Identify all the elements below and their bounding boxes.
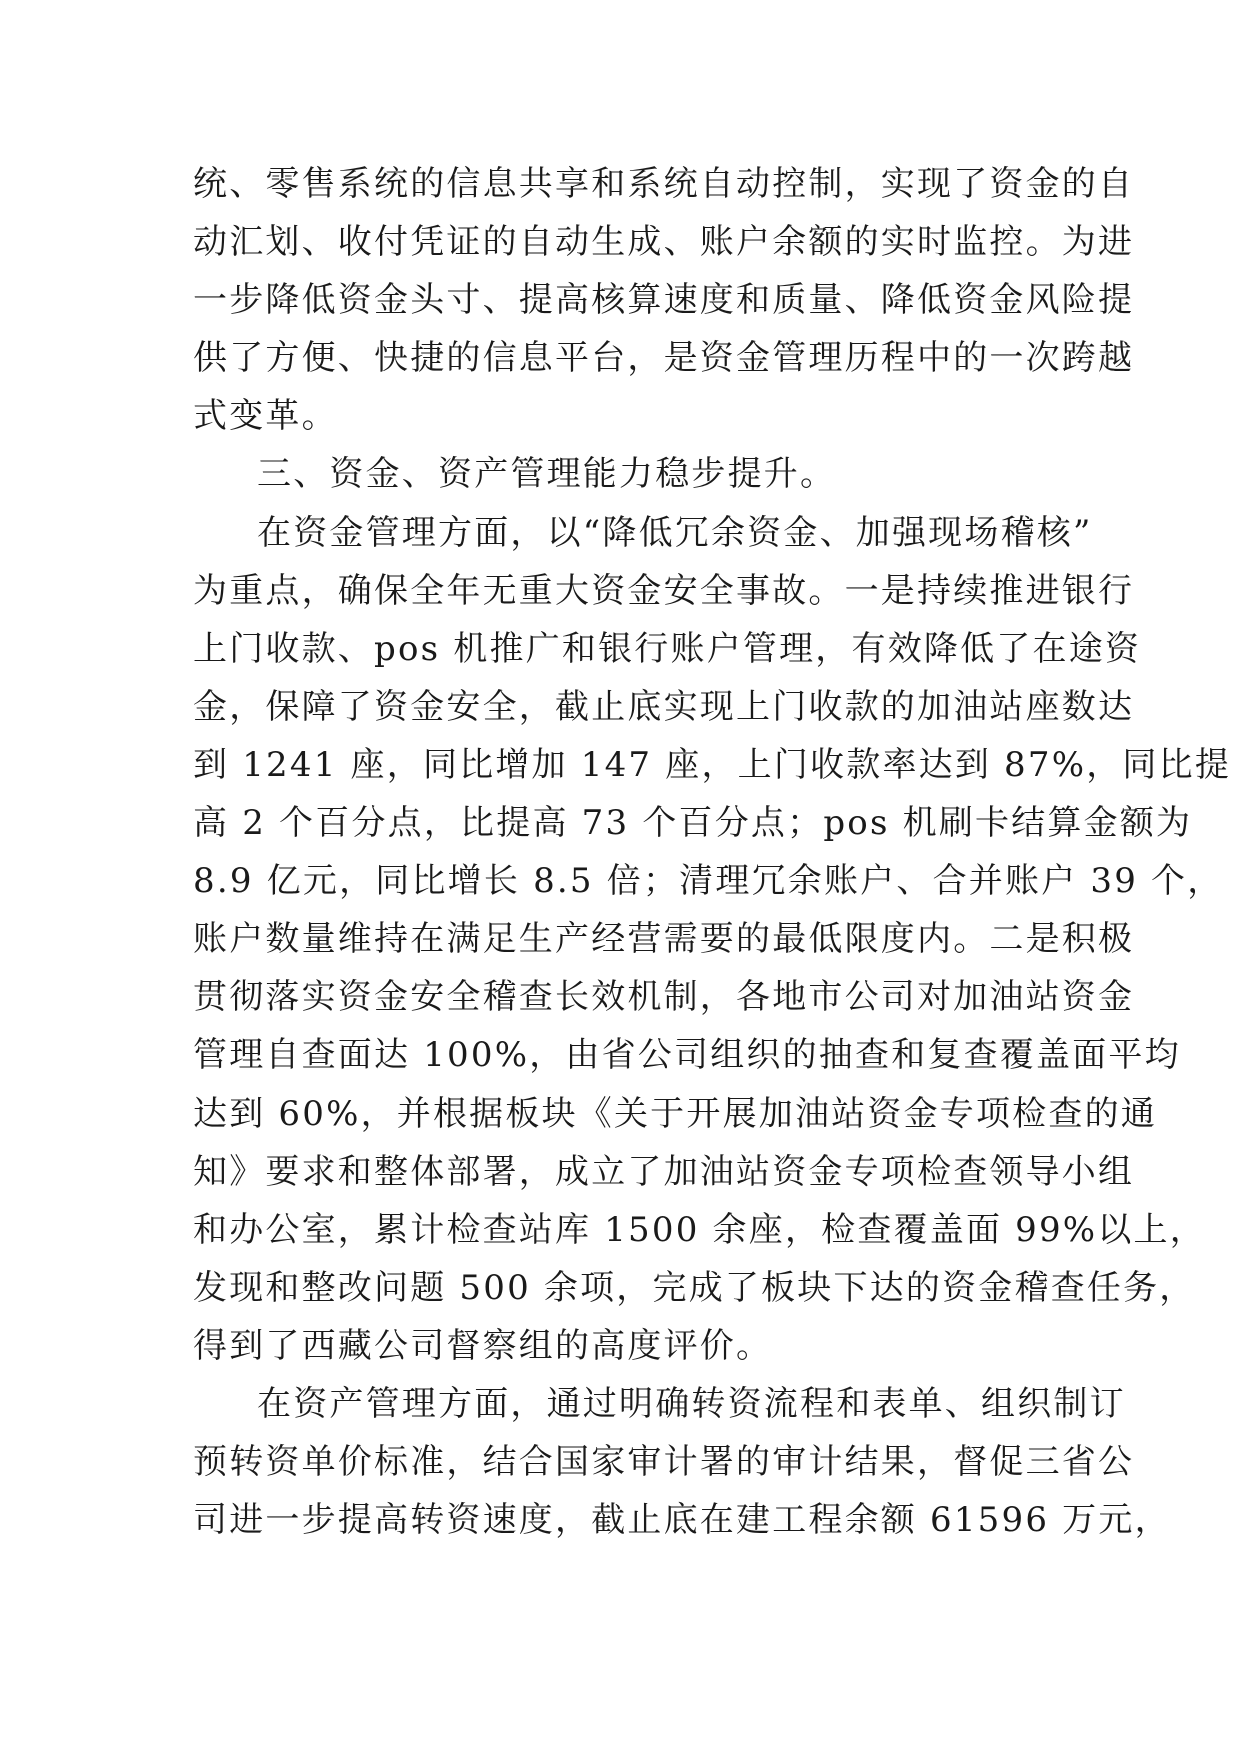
document-body: [193, 155, 1232, 1549]
paragraph-fund-management: [193, 504, 1232, 1375]
paragraph-asset-management: [193, 1375, 1171, 1549]
text-line: 知》要求和整体部署，成立了加油站资金专项检查领导小组: [193, 1151, 1135, 1192]
text-line: 8.9 亿元，同比增长 8.5 倍；清理冗余账户、合并账户 39 个，: [193, 861, 1224, 902]
text-line: 在资产管理方面，通过明确转资流程和表单、组织制订: [257, 1383, 1126, 1424]
text-line: 和办公室，累计检查站库 1500 余座，检查覆盖面 99%以上，: [193, 1209, 1206, 1250]
text-line: 贯彻落实资金安全稽查长效机制，各地市公司对加油站资金: [193, 977, 1135, 1018]
text-line: 动汇划、收付凭证的自动生成、账户余额的实时监控。为进: [193, 222, 1135, 263]
section-heading: [193, 445, 1051, 503]
text-line: 一步降低资金头寸、提高核算速度和质量、降低资金风险提: [193, 280, 1135, 321]
text-line: 统、零售系统的信息共享和系统自动控制，实现了资金的自: [193, 164, 1135, 204]
text-line: 上门收款、pos 机推广和银行账户管理，有效降低了在途资: [193, 628, 1142, 669]
section-heading-text: 三、资金、资产管理能力稳步提升。: [257, 454, 837, 495]
text-line: 司进一步提高转资速度，截止底在建工程余额 61596 万元，: [193, 1500, 1171, 1541]
text-line: 预转资单价标准，结合国家审计署的审计结果，督促三省公: [193, 1442, 1135, 1483]
text-line: 发现和整改问题 500 余项，完成了板块下达的资金稽查任务，: [193, 1267, 1196, 1308]
text-line: 式变革。: [193, 396, 338, 437]
text-line: 账户数量维持在满足生产经营需要的最低限度内。二是积极: [193, 919, 1135, 960]
text-line: 管理自查面达 100%，由省公司组织的抽查和复查覆盖面平均: [193, 1035, 1181, 1076]
text-line: 为重点，确保全年无重大资金安全事故。一是持续推进银行: [193, 570, 1135, 611]
text-line: 达到 60%，并根据板块《关于开展加油站资金专项检查的通: [193, 1093, 1157, 1134]
text-line: 供了方便、快捷的信息平台，是资金管理历程中的一次跨越: [193, 338, 1135, 379]
text-line: 金，保障了资金安全，截止底实现上门收款的加油站座数达: [193, 686, 1135, 727]
text-line: 在资金管理方面，以“降低冗余资金、加强现场稽核”: [257, 512, 1093, 553]
paragraph-information-platform: [193, 155, 1135, 445]
text-line: 得到了西藏公司督察组的高度评价。: [193, 1325, 773, 1366]
text-line: 高 2 个百分点，比提高 73 个百分点；pos 机刷卡结算金额为: [193, 803, 1193, 844]
text-line: 到 1241 座，同比增加 147 座，上门收款率达到 87%，同比提: [193, 744, 1232, 785]
